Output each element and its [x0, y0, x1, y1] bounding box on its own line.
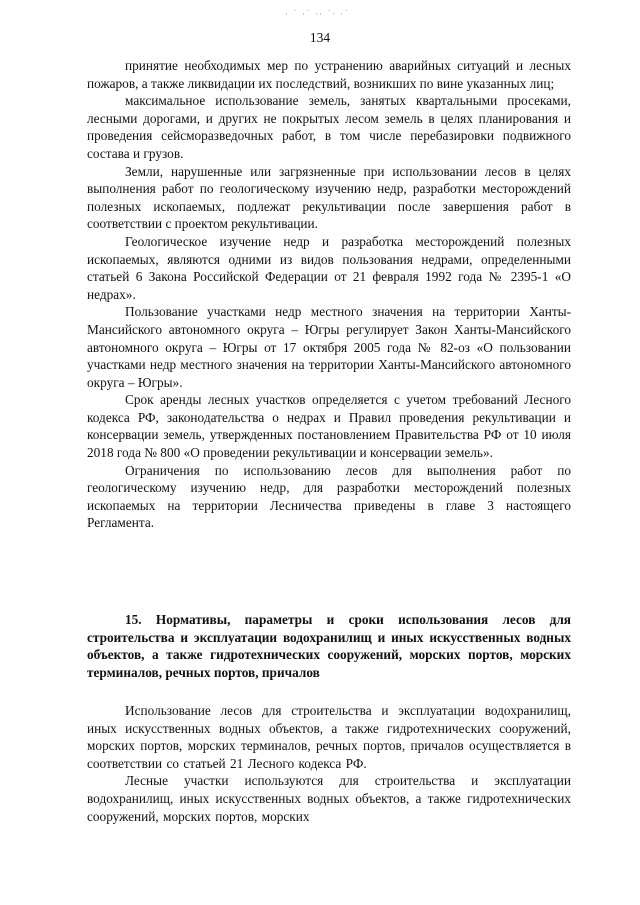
paragraph: Земли, нарушенные или загрязненные при использовании лесов в целях выполнения работ по геологическому изучению недр, разработки месторождений полезных ископаемых, подлежат рекультивации после завершения работ в соответствии с проектом рекультивации.: [87, 163, 571, 232]
paragraph: Ограничения по использованию лесов для выполнения работ по геологическому изучению недр, для разработки месторождений полезных ископаемых на территории Лесничества приведены в главе 3 настоящего Регламента.: [87, 462, 571, 531]
paragraph: Геологическое изучение недр и разработка месторождений полезных ископаемых, являются одними из видов пользования недрами, определенными статьей 6 Закона Российской Федерации от 21 февраля 1992 года № 2395-1 «О недрах».: [87, 233, 571, 302]
paragraph: принятие необходимых мер по устранению аварийных ситуаций и лесных пожаров, а также ликвидации их последствий, возникших по вине указанных лиц;: [87, 58, 571, 91]
paragraph: Использование лесов для строительства и эксплуатации водохранилищ, иных искусственных водных объектов, а также гидротехнических сооружений, морских портов, морских терминалов, речных портов, причалов осуществляется в соответствии со статьей 21 Лесного кодекса РФ.: [87, 703, 571, 771]
body-text-bottom: [87, 702, 571, 825]
paragraph: Срок аренды лесных участков определяется с учетом требований Лесного кодекса РФ, законодательства о недрах и Правил проведения рекультивации и консервации земель, утвержденных постановлением Правительства РФ от 10 июля 2018 года № 800 «О проведении рекультивации и консервации земель».: [87, 392, 571, 461]
paragraph: Лесные участки используются для строительства и эксплуатации водохранилищ, иных искусственных водных объектов, а также гидротехнических сооружений, морских портов, морских: [87, 773, 571, 824]
body-text-top: [87, 57, 571, 532]
page-number: 134: [309, 30, 331, 45]
section-heading: 15. Нормативы, параметры и сроки использования лесов для строительства и эксплуатации водохранилищ и иных искусственных водных объектов, а также гидротехнических сооружений, морских портов, морских терминалов, речных портов, причалов: [87, 612, 571, 680]
paragraph: максимальное использование земель, занятых квартальными просеками, лесными дорогами, и других не покрытых лесом земель в целях планирования и проведения сейсморазведочных работ, в том числе перебазировки подвижного состава и грузов.: [87, 93, 571, 161]
scan-artifact: · ˙ ·˙ ·· ˙· ·˙: [285, 10, 350, 20]
paragraph: Пользование участками недр местного значения на территории Ханты-Мансийского автономного округа – Югры регулирует Закон Ханты-Мансийского автономного округа – Югры от 17 октября 2005 года № 82-оз «О пользовании участками недр местного значения на территории Ханты-Мансийского автономного округа – Югры».: [87, 304, 571, 390]
